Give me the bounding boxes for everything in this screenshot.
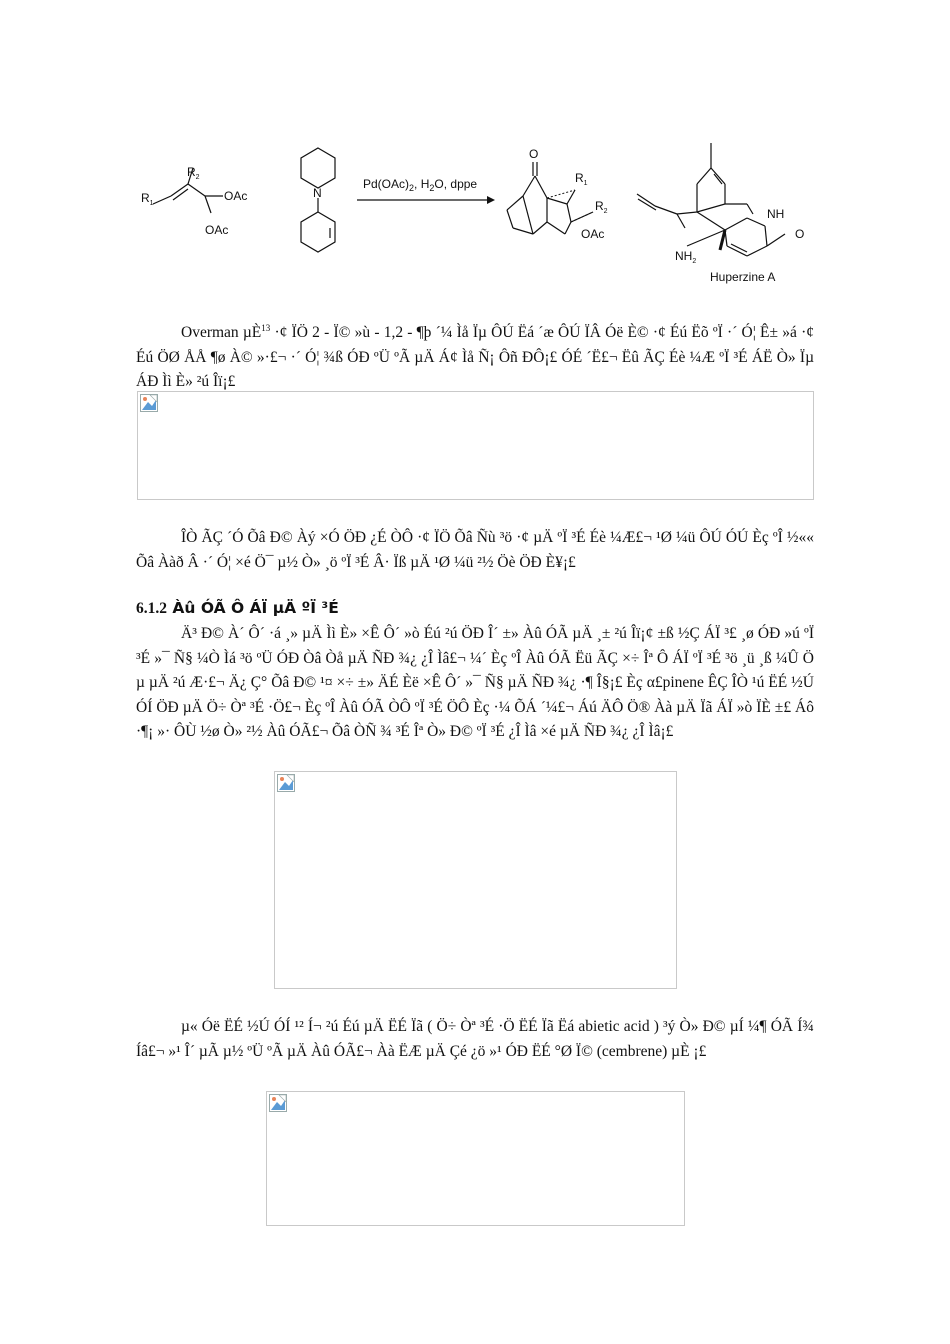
reactant-r2-label: $R_2$ xyxy=(187,165,200,181)
broken-image-icon xyxy=(269,1094,287,1112)
broken-image-icon xyxy=(277,774,295,792)
huperzine-nh-label: NH xyxy=(767,207,785,221)
section-heading xyxy=(136,599,339,618)
missing-image-3 xyxy=(266,1091,685,1226)
section-title: Àû ÓÃ Ô ÁÏ µÄ ºÏ ³É xyxy=(167,599,339,617)
huperzine-name-label: Huperzine A xyxy=(710,270,776,284)
huperzine-o-label: O xyxy=(795,227,805,241)
paragraph-4 xyxy=(136,1015,814,1064)
broken-image-icon xyxy=(140,394,158,412)
reactant-oac-label: OAc xyxy=(224,189,248,203)
amine-n-label: N xyxy=(313,186,322,200)
paragraph-3 xyxy=(136,622,814,745)
citation-superscript: 13 xyxy=(261,323,271,333)
reactant-oac-label-2: OAc xyxy=(205,223,229,237)
product-r1-label: $R_1$ xyxy=(575,171,588,187)
reactant-r1-label: $R_1$ xyxy=(141,191,154,207)
paragraph-overman xyxy=(136,316,814,395)
product-o-label: O xyxy=(529,147,539,161)
section-number: 6.1.2 xyxy=(136,600,167,617)
para1-text: ·¢ ÏÖ 2 - Ï© »ù - 1,2 - ¶þ ´¼ Ìå Ïµ ÔÚ Ëá ´æ ÔÚ ÏÂ Óë È© ·¢ Éú Ëõ ºÏ ·´ Ó¦ Ê± »á ·¢ Éú ÖØ ÅÅ ¶ø À© »·£¬ ·´ Ó¦ ¾ß ÓÐ ºÜ ºÃ µÄ Á¢ Ìå Ñ¡ Ôñ ÐÔ¡£ ÓÉ ´Ë£¬ Ëû ÃÇ Éè ¼Æ ºÏ ³É ÁË Ò» Ïµ ÁÐ Ìì È» ²ú Îï¡£ xyxy=(136,324,814,391)
reaction-scheme xyxy=(135,138,825,293)
huperzine-nh2-label: $NH_2$ xyxy=(675,249,697,265)
paragraph-2 xyxy=(136,526,814,575)
para2-text: ÎÒ ÃÇ ´Ó Õâ Ð© Àý ×Ó ÖÐ ¿É ÒÔ ·¢ ÏÖ Õâ Ñù ³ö ·¢ µÄ ºÏ ³É Éè ¼Æ£¬ ¹Ø ¼ü ÔÚ ÓÚ Èç ºÎ ½«« Õâ Ààð Â ·´ Ó¦ ×é Ö¯ µ½ Ò» ¸ö ºÏ ³É Â· Ïß µÄ ¹Ø ¼ü ²½ Öè ÖÐ È¥¡£ xyxy=(136,529,814,571)
missing-image-2 xyxy=(274,771,677,989)
para3-text: Ä³ Ð© À´ Ô´ ·á ¸» µÄ Ìì È» ×Ê Ô´ »ò Éú ²ú ÖÐ Î´ ±» Àû ÓÃ µÄ ¸± ²ú Îï¡¢ ±ß ½Ç ÁÏ ³£ ¸ø ÓÐ »ú ºÏ ³É »¯ Ñ§ ¼Ò Ìá ³ö ºÜ ÓÐ Òâ Òå µÄ ÑÐ ¾¿ ¿Î Ìâ£¬ ¼´ Èç ºÎ Àû ÓÃ Ëü ÃÇ ×÷ Îª Ô ÁÏ ºÏ ³É ³ö ¸ü ¸ß ¼Û Öµ µÄ ²ú Æ·£¬ Ä¿ Ç° Õâ Ð© ¹¤ ×÷ ±» ÄÉ Èë ×Ê Ô´ »¯ Ñ§ µÄ ÑÐ ¾¿ ·¶ Î§¡£ Èç α£pinene ÊÇ ÎÒ ¹ú ËÉ ½Ú ÓÍ ÖÐ µÄ Ö÷ Òª ³É ·Ö£¬ Èç ºÎ Àû ÓÃ ÒÔ ºÏ ³É ÖÔ Èç ·¼ ÕÁ ´¼£¬ Áú ÄÔ Ö® Àà µÄ Ïã ÁÏ »ò ÏÈ ±£ Áô ·¶¡ »· ÔÙ ½ø Ò» ²½ Àû ÓÃ£¬ Õâ ÒÑ ¾ ³É Îª Ò» Ð© ºÏ ³É ¿Î Ìâ ×é µÄ ÑÐ ¾¿ ¿Î Ìâ¡£ xyxy=(136,625,814,740)
missing-image-1 xyxy=(137,391,814,500)
para4-text: µ« Óë ËÉ ½Ú ÓÍ ¹² Í¬ ²ú Éú µÄ ËÉ Ïã ( Ö÷ Òª ³É ·Ö ËÉ Ïã Ëá abietic acid ) ³ý Ò» Ð© µÍ ¼¶ ÓÃ Í¾ Íâ£¬ »¹ Î´ µÃ µ½ ºÜ ºÃ µÄ Àû ÓÃ£¬ Àà ËÆ µÄ Çé ¿ö »¹ ÓÐ ËÉ °Ø Ï© (cembrene) µÈ ¡£ xyxy=(136,1018,814,1060)
reaction-scheme-drawing xyxy=(135,138,825,293)
reagent-label: $Pd(OAc)_2$, $H_2O$, dppe xyxy=(363,177,478,193)
para1-lead: Overman µÈ xyxy=(181,324,262,342)
product-oac-label: OAc xyxy=(581,227,605,241)
product-r2-label: $R_2$ xyxy=(595,199,608,215)
